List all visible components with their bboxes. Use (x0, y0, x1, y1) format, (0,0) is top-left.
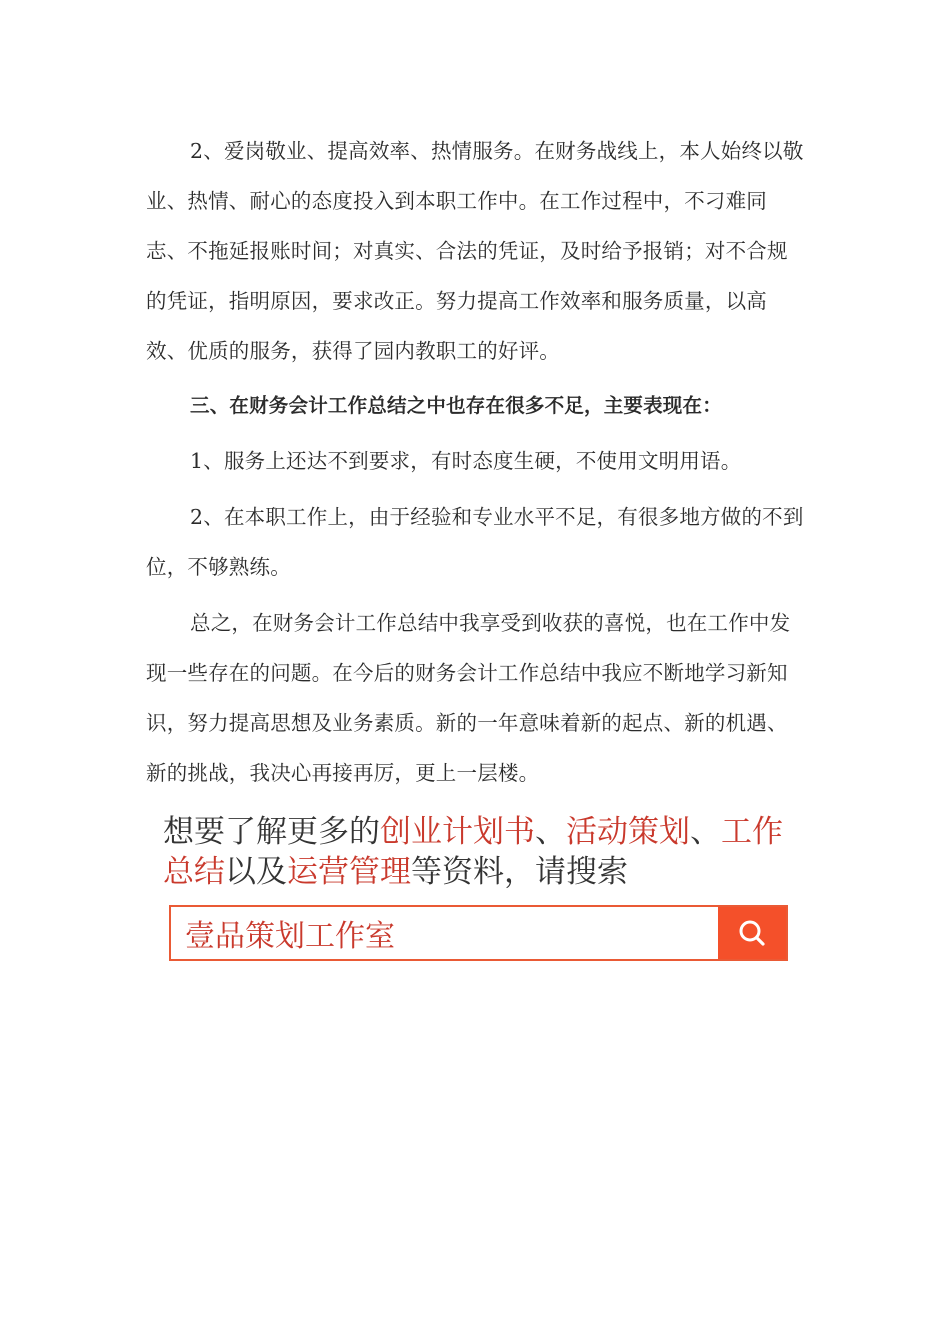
search-box[interactable] (169, 905, 788, 961)
search-icon (737, 918, 767, 948)
promo-link-event-planning[interactable]: 活动策划 (566, 814, 690, 850)
paragraph-conclusion: 总之，在财务会计工作总结中我享受到收获的喜悦，也在工作中发现一些存在的问题。在今后的财务会计工作总结中我应不断地学习新知识，努力提高思想及业务素质。新的一年意味着新的起点、新的机遇、新的挑战，我决心再接再厉，更上一层楼。 (146, 611, 791, 785)
search-button[interactable] (718, 907, 786, 959)
promo-link-work-summary[interactable]: 工作总结 (163, 814, 783, 890)
promo-text-intro: 想要了解更多的 (163, 814, 380, 850)
promo-text-and: 以及 (225, 854, 287, 890)
section-heading-shortcomings: 三、在财务会计工作总结之中也存在很多不足，主要表现在： (190, 394, 722, 417)
promo-link-operations[interactable]: 运营管理 (287, 854, 411, 890)
promo-text-search-prompt: 等资料，请搜索 (411, 854, 628, 890)
promo-link-business-plan[interactable]: 创业计划书 (380, 814, 535, 850)
promo-text (163, 812, 793, 892)
paragraph-shortcoming-1: 1、服务上还达不到要求，有时态度生硬，不使用文明用语。 (190, 449, 742, 473)
promo-separator: 、 (690, 814, 721, 850)
paragraph-shortcoming-2: 2、在本职工作上，由于经验和专业水平不足，有很多地方做的不到位，不够熟练。 (146, 505, 804, 579)
promo-separator: 、 (535, 814, 566, 850)
search-query[interactable]: 壹品策划工作室 (185, 919, 395, 954)
paragraph-service-attitude: 2、爱岗敬业、提高效率、热情服务。在财务战线上，本人始终以敬业、热情、耐心的态度投入到本职工作中。在工作过程中，不刁难同志、不拖延报账时间；对真实、合法的凭证，及时给予报销；对不合规的凭证，指明原因，要求改正。努力提高工作效率和服务质量，以高效、优质的服务，获得了园内教职工的好评。 (146, 139, 804, 363)
